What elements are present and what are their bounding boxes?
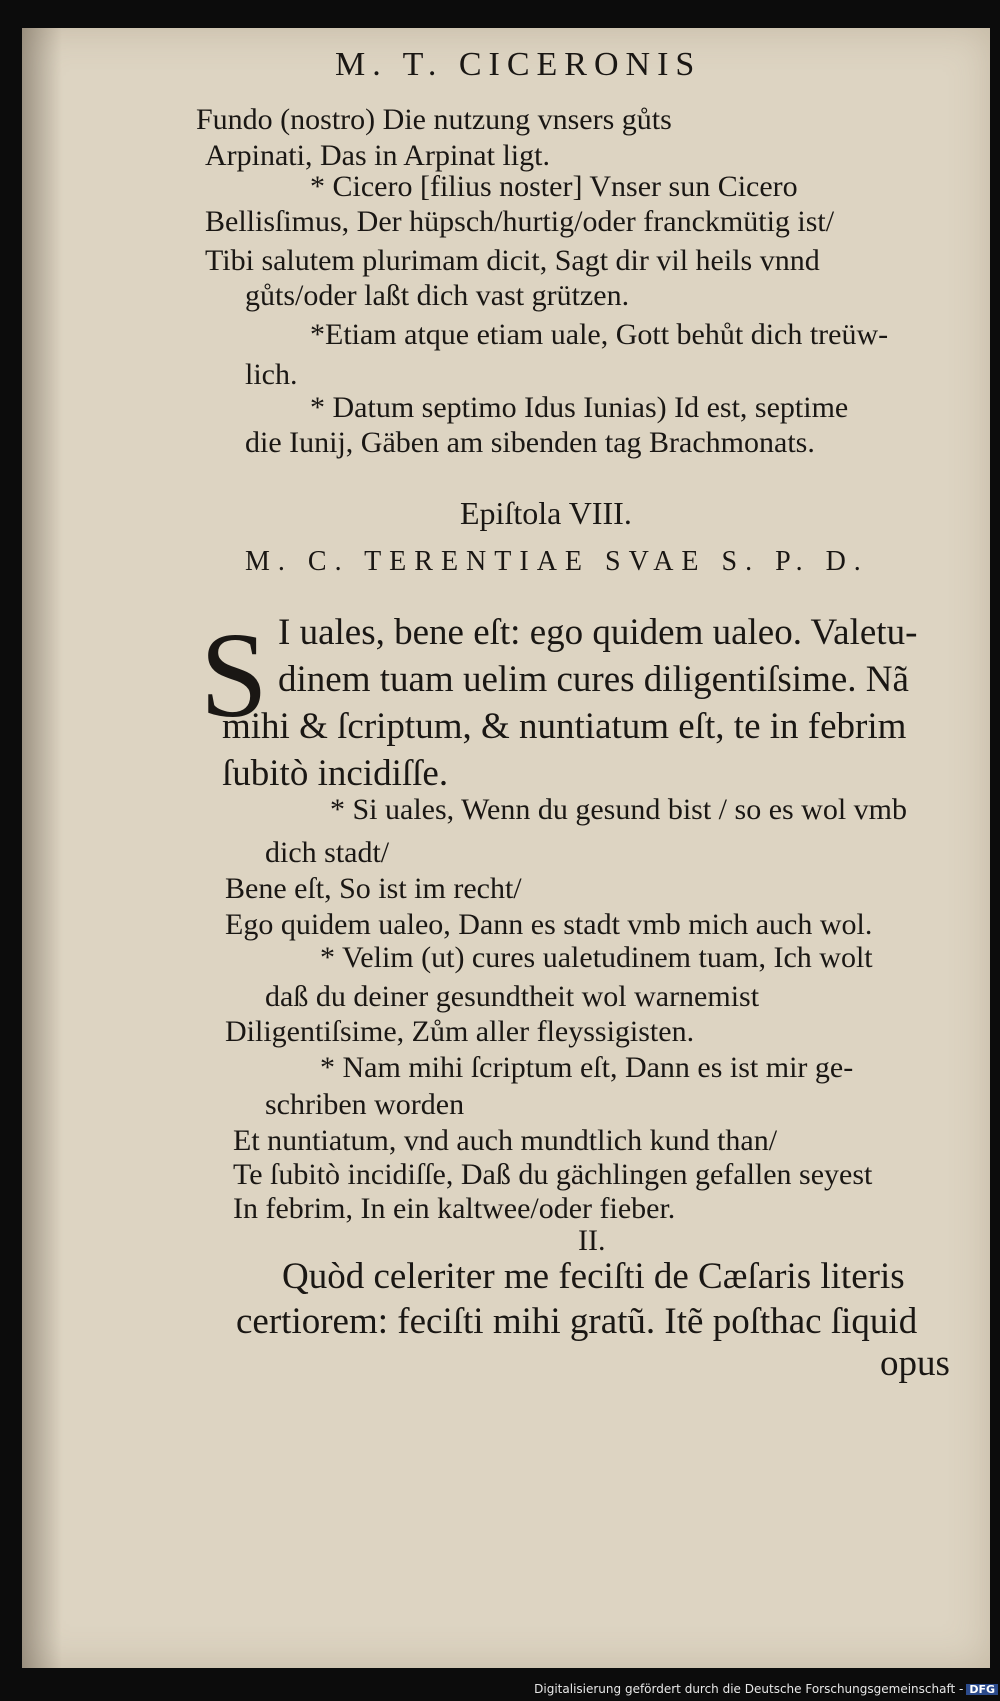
letter-address: M. C. TERENTIAE SVAE S. P. D.	[245, 546, 869, 577]
text-line: * Datum septimo Idus Iunias) Id est, septime	[310, 391, 849, 424]
note-line: Et nuntiatum, vnd auch mundtlich kund than/	[233, 1124, 778, 1157]
note-line: Bene eſt, So ist im recht/	[225, 872, 522, 905]
note-line: * Si uales, Wenn du gesund bist / so es wol vmb	[330, 793, 908, 826]
body-line: I uales, bene eſt: ego quidem ualeo. Valetu-	[278, 612, 918, 653]
note-line: * Nam mihi ſcriptum eſt, Dann es ist mir ge-	[320, 1051, 854, 1084]
note-line: In febrim, In ein kaltwee/oder fieber.	[233, 1192, 676, 1225]
text-line: lich.	[245, 358, 298, 391]
note-line: * Velim (ut) cures ualetudinem tuam, Ich wolt	[320, 941, 873, 974]
section-number: II.	[578, 1224, 606, 1257]
page-gutter-shadow	[22, 28, 62, 1668]
body2-line: certiorem: feciſti mihi gratũ. Itẽ poſthac ſiquid	[236, 1301, 918, 1342]
body-line: dinem tuam uelim cures diligentiſsime. Nã	[278, 659, 909, 700]
dfg-logo: DFG	[966, 1684, 998, 1695]
note-line: Ego quidem ualeo, Dann es stadt vmb mich auch wol.	[225, 908, 873, 941]
text-line: gůts/oder laßt dich vast grützen.	[245, 279, 630, 312]
catchword: opus	[880, 1343, 950, 1384]
digitization-footer	[534, 1683, 998, 1695]
epistola-title: Epiſtola VIII.	[460, 495, 632, 531]
body-line: ſubitò incidiſſe.	[222, 753, 449, 794]
note-line: Te ſubitò incidiſſe, Daß du gächlingen gefallen seyest	[233, 1158, 873, 1191]
text-line: Bellisſimus, Der hüpsch/hurtig/oder franckmütig ist/	[205, 205, 835, 238]
text-line: die Iunij, Gäben am sibenden tag Brachmonats.	[245, 426, 815, 459]
body2-line: Quòd celeriter me feciſti de Cæſaris literis	[282, 1256, 905, 1297]
drop-cap: S	[200, 608, 268, 743]
text-line: *Etiam atque etiam uale, Gott behůt dich treüw-	[310, 318, 889, 351]
note-line: daß du deiner gesundtheit wol warnemist	[265, 980, 760, 1013]
text-line: Fundo (nostro) Die nutzung vnsers gůts	[196, 103, 672, 136]
note-line: dich stadt/	[265, 836, 390, 869]
text-line: Arpinati, Das in Arpinat ligt.	[205, 139, 550, 172]
note-line: Diligentiſsime, Zům aller fleyssigisten.	[225, 1015, 695, 1048]
text-line: Tibi salutem plurimam dicit, Sagt dir vil heils vnnd	[205, 244, 820, 277]
running-header: M. T. CICERONIS	[335, 46, 702, 83]
footer-text: Digitalisierung gefördert durch die Deutsche Forschungsgemeinschaft -	[534, 1682, 964, 1696]
text-line: * Cicero [filius noster] Vnser sun Cicero	[310, 170, 798, 203]
body-line: mihi & ſcriptum, & nuntiatum eſt, te in febrim	[222, 706, 907, 747]
note-line: schriben worden	[265, 1088, 465, 1121]
